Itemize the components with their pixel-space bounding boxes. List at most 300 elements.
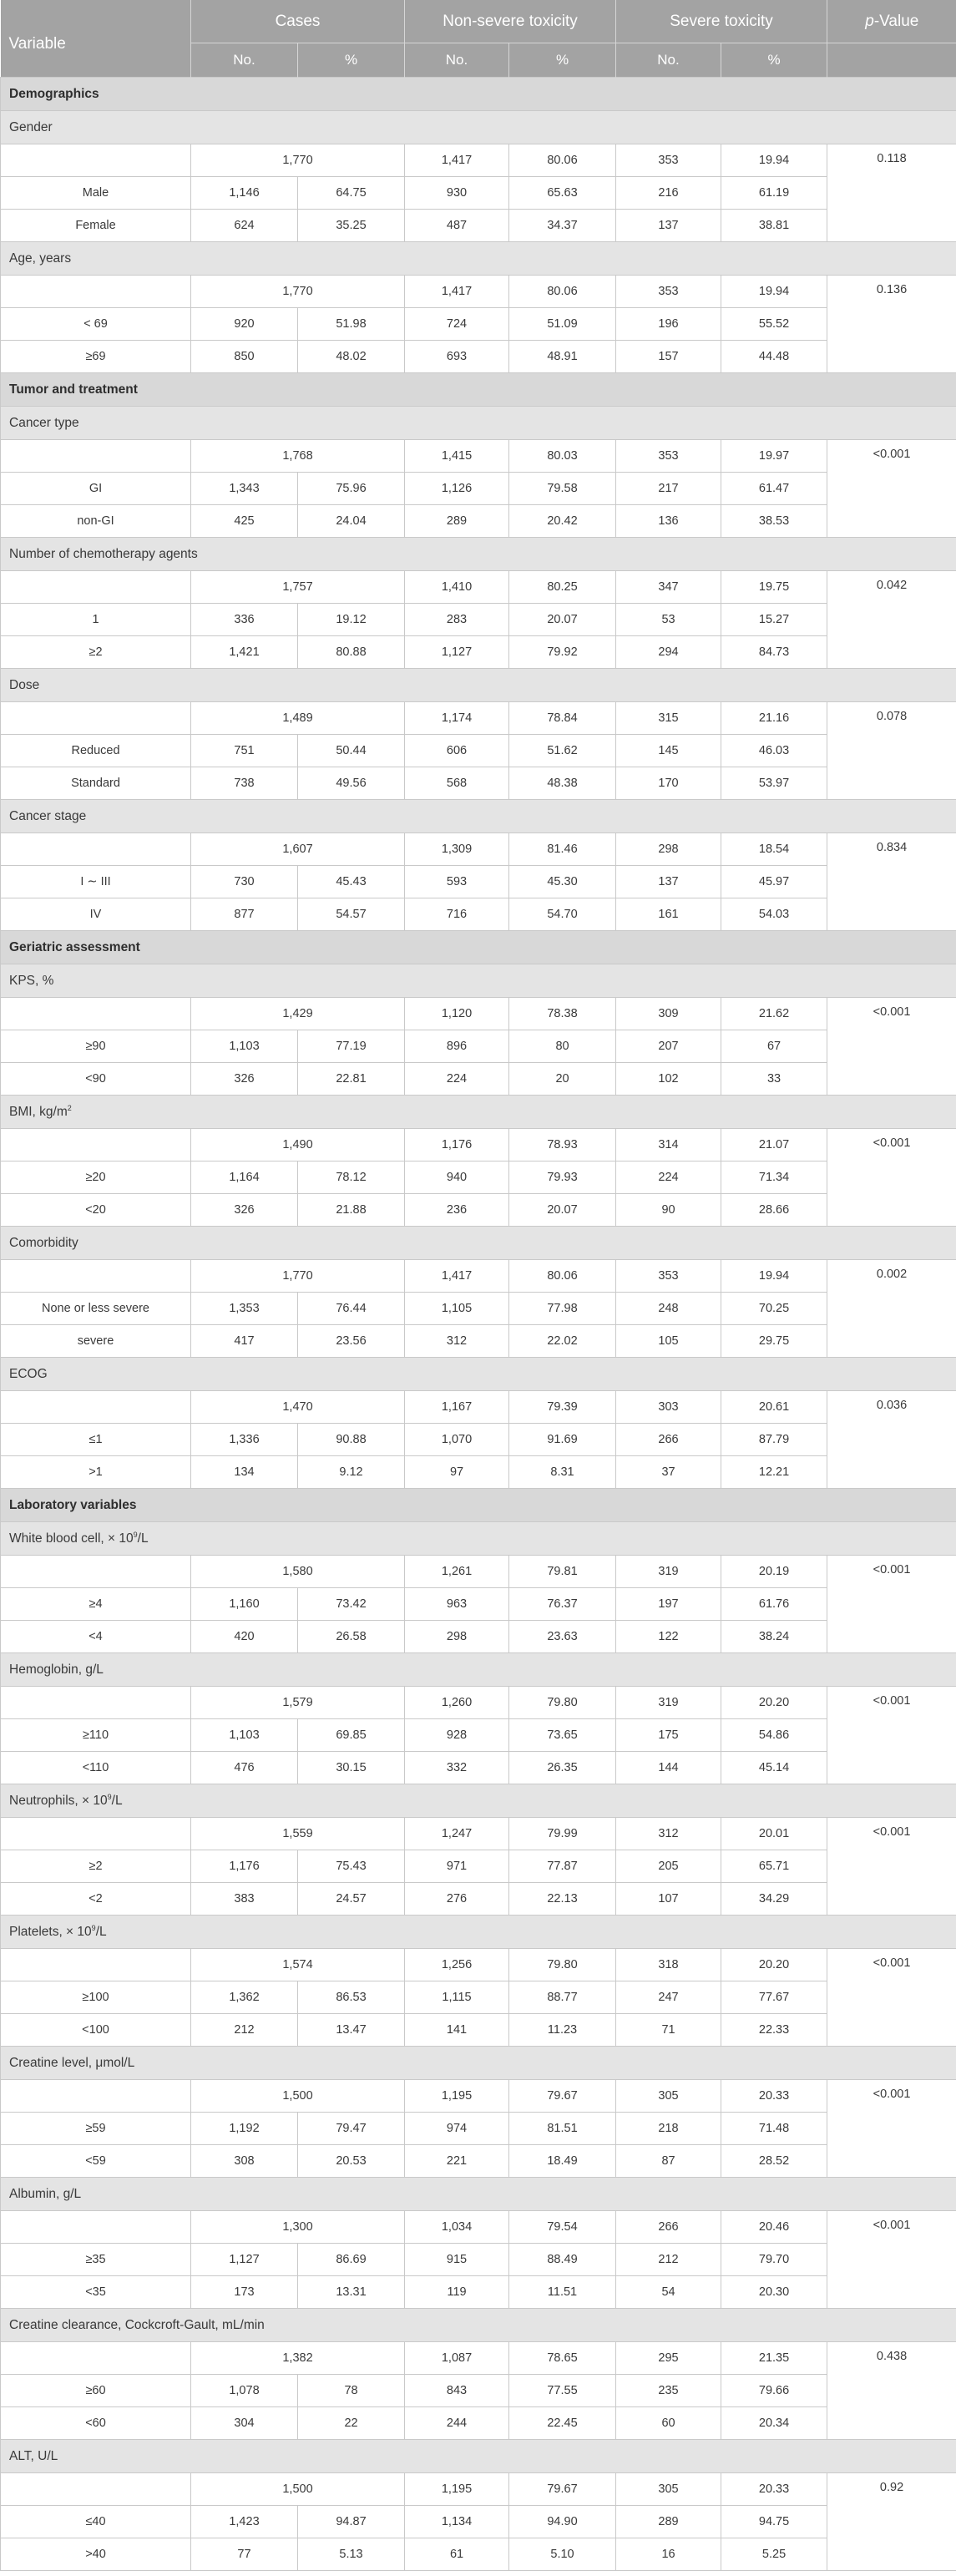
s-pct: 28.52	[721, 2145, 827, 2178]
cases-no: 920	[191, 308, 298, 341]
ns-no: 568	[405, 767, 509, 800]
cases-no: 417	[191, 1325, 298, 1358]
group-label-text: Dose	[9, 677, 40, 692]
total-label	[1, 276, 191, 308]
cases-no: 476	[191, 1752, 298, 1784]
cases-pct: 80.88	[298, 636, 405, 669]
category-label: <100	[1, 2014, 191, 2047]
total-s-no: 312	[616, 1818, 721, 1850]
header-variable: Variable	[1, 0, 191, 78]
total-label	[1, 2342, 191, 2375]
group-label-text: Creatine clearance, Cockcroft-Gault, mL/min	[9, 2317, 265, 2332]
group-label	[1, 1653, 956, 1687]
cases-pct: 13.47	[298, 2014, 405, 2047]
section-row	[1, 931, 956, 964]
cases-no: 877	[191, 898, 298, 931]
s-no: 71	[616, 2014, 721, 2047]
total-label	[1, 998, 191, 1030]
total-ns-no: 1,260	[405, 1687, 509, 1719]
s-pct: 54.03	[721, 898, 827, 931]
total-s-no: 266	[616, 2211, 721, 2244]
group-row	[1, 1916, 956, 1949]
s-no: 205	[616, 1850, 721, 1883]
s-no: 136	[616, 505, 721, 538]
group-label	[1, 800, 956, 833]
group-row	[1, 1227, 956, 1260]
s-no: 122	[616, 1621, 721, 1653]
total-s-pct: 20.46	[721, 2211, 827, 2244]
ns-no: 896	[405, 1030, 509, 1063]
group-label	[1, 1522, 956, 1556]
table-row	[1, 341, 956, 373]
total-row	[1, 1129, 956, 1161]
total-label	[1, 833, 191, 866]
group-row	[1, 111, 956, 144]
total-row	[1, 833, 956, 866]
total-ns-no: 1,256	[405, 1949, 509, 1981]
category-label: <60	[1, 2407, 191, 2440]
total-ns-pct: 78.38	[509, 998, 616, 1030]
table-row	[1, 2375, 956, 2407]
ns-pct: 48.38	[509, 767, 616, 800]
s-no: 54	[616, 2276, 721, 2309]
s-no: 247	[616, 1981, 721, 2014]
cases-pct: 77.19	[298, 1030, 405, 1063]
s-pct: 38.24	[721, 1621, 827, 1653]
group-label-text: ECOG	[9, 1366, 48, 1381]
ns-pct: 11.23	[509, 2014, 616, 2047]
s-pct: 38.81	[721, 210, 827, 242]
s-no: 87	[616, 2145, 721, 2178]
group-label-text: Gender	[9, 119, 53, 134]
total-ns-pct: 79.67	[509, 2473, 616, 2506]
ns-pct: 65.63	[509, 177, 616, 210]
category-label: GI	[1, 473, 191, 505]
table-row	[1, 177, 956, 210]
group-label	[1, 1358, 956, 1391]
s-no: 224	[616, 1161, 721, 1194]
group-label-superscript: 2	[67, 1103, 72, 1112]
s-pct: 79.66	[721, 2375, 827, 2407]
total-s-no: 318	[616, 1949, 721, 1981]
cases-pct: 78	[298, 2375, 405, 2407]
ns-no: 1,127	[405, 636, 509, 669]
total-row	[1, 1556, 956, 1588]
ns-no: 283	[405, 604, 509, 636]
total-s-pct: 19.75	[721, 571, 827, 604]
total-cases: 1,770	[191, 144, 405, 177]
group-label	[1, 1227, 956, 1260]
ns-pct: 18.49	[509, 2145, 616, 2178]
header-p-value	[827, 0, 956, 43]
category-label: severe	[1, 1325, 191, 1358]
cases-pct: 86.53	[298, 1981, 405, 2014]
total-cases: 1,470	[191, 1391, 405, 1424]
total-ns-pct: 80.03	[509, 440, 616, 473]
table-row	[1, 1456, 956, 1489]
ns-pct: 8.31	[509, 1456, 616, 1489]
ns-no: 940	[405, 1161, 509, 1194]
section-title: Geriatric assessment	[1, 931, 956, 964]
cases-no: 624	[191, 210, 298, 242]
p-value: <0.001	[827, 1818, 956, 1916]
total-s-no: 305	[616, 2473, 721, 2506]
total-s-no: 353	[616, 1260, 721, 1293]
ns-pct: 20	[509, 1063, 616, 1096]
total-ns-no: 1,195	[405, 2473, 509, 2506]
s-no: 137	[616, 866, 721, 898]
s-pct: 71.34	[721, 1161, 827, 1194]
s-no: 212	[616, 2244, 721, 2276]
total-ns-no: 1,176	[405, 1129, 509, 1161]
total-s-pct: 20.33	[721, 2080, 827, 2113]
ns-no: 332	[405, 1752, 509, 1784]
p-value: <0.001	[827, 2211, 956, 2309]
ns-no: 141	[405, 2014, 509, 2047]
cases-no: 1,176	[191, 1850, 298, 1883]
total-ns-no: 1,034	[405, 2211, 509, 2244]
cases-pct: 35.25	[298, 210, 405, 242]
ns-no: 716	[405, 898, 509, 931]
total-row	[1, 1687, 956, 1719]
section-title: Laboratory variables	[1, 1489, 956, 1522]
ns-no: 97	[405, 1456, 509, 1489]
total-ns-pct: 79.54	[509, 2211, 616, 2244]
ns-no: 312	[405, 1325, 509, 1358]
group-label	[1, 2047, 956, 2080]
s-no: 53	[616, 604, 721, 636]
total-ns-no: 1,410	[405, 571, 509, 604]
ns-no: 289	[405, 505, 509, 538]
group-label-unit: /L	[137, 1531, 149, 1546]
cases-pct: 5.13	[298, 2538, 405, 2571]
p-value: 0.834	[827, 833, 956, 931]
s-pct: 20.30	[721, 2276, 827, 2309]
total-ns-no: 1,417	[405, 1260, 509, 1293]
s-pct: 77.67	[721, 1981, 827, 2014]
s-no: 294	[616, 636, 721, 669]
s-pct: 45.97	[721, 866, 827, 898]
table-row	[1, 1621, 956, 1653]
table-row	[1, 1161, 956, 1194]
table-row	[1, 2506, 956, 2538]
cases-no: 173	[191, 2276, 298, 2309]
cases-pct: 73.42	[298, 1588, 405, 1621]
cases-pct: 30.15	[298, 1752, 405, 1784]
total-ns-no: 1,087	[405, 2342, 509, 2375]
total-ns-pct: 80.06	[509, 1260, 616, 1293]
ns-no: 487	[405, 210, 509, 242]
p-value: <0.001	[827, 998, 956, 1096]
total-row	[1, 276, 956, 308]
category-label: < 69	[1, 308, 191, 341]
category-label: None or less severe	[1, 1293, 191, 1325]
cases-no: 336	[191, 604, 298, 636]
table-row	[1, 1588, 956, 1621]
s-no: 37	[616, 1456, 721, 1489]
cases-no: 304	[191, 2407, 298, 2440]
s-pct: 61.47	[721, 473, 827, 505]
p-value: 0.042	[827, 571, 956, 669]
ns-no: 930	[405, 177, 509, 210]
total-ns-pct: 78.65	[509, 2342, 616, 2375]
total-row	[1, 2211, 956, 2244]
s-pct: 54.86	[721, 1719, 827, 1752]
s-pct: 71.48	[721, 2113, 827, 2145]
cases-no: 1,336	[191, 1424, 298, 1456]
total-ns-pct: 79.80	[509, 1949, 616, 1981]
cases-pct: 13.31	[298, 2276, 405, 2309]
p-value-rest: -Value	[873, 12, 919, 30]
ns-pct: 77.98	[509, 1293, 616, 1325]
table-row	[1, 604, 956, 636]
ns-pct: 51.62	[509, 735, 616, 767]
total-s-pct: 20.20	[721, 1687, 827, 1719]
total-label	[1, 702, 191, 735]
table-row	[1, 473, 956, 505]
group-row	[1, 669, 956, 702]
s-no: 217	[616, 473, 721, 505]
group-row	[1, 407, 956, 440]
cases-pct: 23.56	[298, 1325, 405, 1358]
cases-no: 77	[191, 2538, 298, 2571]
total-row	[1, 998, 956, 1030]
total-s-pct: 20.33	[721, 2473, 827, 2506]
cases-pct: 79.47	[298, 2113, 405, 2145]
group-row	[1, 2440, 956, 2473]
ns-no: 119	[405, 2276, 509, 2309]
table-row	[1, 1850, 956, 1883]
total-s-no: 315	[616, 702, 721, 735]
s-pct: 28.66	[721, 1194, 827, 1227]
total-s-no: 309	[616, 998, 721, 1030]
ns-pct: 5.10	[509, 2538, 616, 2571]
total-s-no: 303	[616, 1391, 721, 1424]
s-no: 16	[616, 2538, 721, 2571]
ns-pct: 94.90	[509, 2506, 616, 2538]
category-label: I ∼ III	[1, 866, 191, 898]
p-value: 0.036	[827, 1391, 956, 1489]
cases-no: 1,192	[191, 2113, 298, 2145]
cases-no: 850	[191, 341, 298, 373]
table-row	[1, 1424, 956, 1456]
total-row	[1, 702, 956, 735]
total-cases: 1,382	[191, 2342, 405, 2375]
total-label	[1, 1391, 191, 1424]
s-no: 161	[616, 898, 721, 931]
total-ns-pct: 79.67	[509, 2080, 616, 2113]
group-label	[1, 407, 956, 440]
total-s-no: 314	[616, 1129, 721, 1161]
total-cases: 1,300	[191, 2211, 405, 2244]
ns-no: 276	[405, 1883, 509, 1916]
total-cases: 1,429	[191, 998, 405, 1030]
cases-pct: 45.43	[298, 866, 405, 898]
s-no: 235	[616, 2375, 721, 2407]
s-pct: 61.76	[721, 1588, 827, 1621]
cases-pct: 22.81	[298, 1063, 405, 1096]
total-cases: 1,559	[191, 1818, 405, 1850]
category-label: ≥20	[1, 1161, 191, 1194]
category-label: Female	[1, 210, 191, 242]
cases-pct: 54.57	[298, 898, 405, 931]
group-row	[1, 2047, 956, 2080]
s-pct: 70.25	[721, 1293, 827, 1325]
group-row	[1, 2178, 956, 2211]
s-pct: 5.25	[721, 2538, 827, 2571]
category-label: Male	[1, 177, 191, 210]
table-header	[1, 0, 956, 78]
group-label	[1, 2178, 956, 2211]
s-no: 216	[616, 177, 721, 210]
cases-no: 1,078	[191, 2375, 298, 2407]
total-s-no: 305	[616, 2080, 721, 2113]
ns-pct: 23.63	[509, 1621, 616, 1653]
total-cases: 1,607	[191, 833, 405, 866]
total-ns-pct: 80.06	[509, 144, 616, 177]
ns-pct: 77.87	[509, 1850, 616, 1883]
total-s-pct: 20.19	[721, 1556, 827, 1588]
category-label: <20	[1, 1194, 191, 1227]
table-row	[1, 1981, 956, 2014]
total-cases: 1,500	[191, 2473, 405, 2506]
ns-pct: 22.02	[509, 1325, 616, 1358]
section-row	[1, 373, 956, 407]
ns-pct: 54.70	[509, 898, 616, 931]
group-label	[1, 538, 956, 571]
cases-no: 420	[191, 1621, 298, 1653]
table-row	[1, 210, 956, 242]
ns-no: 593	[405, 866, 509, 898]
group-label-text: White blood cell, × 10	[9, 1531, 134, 1546]
ns-no: 1,070	[405, 1424, 509, 1456]
total-s-pct: 21.07	[721, 1129, 827, 1161]
total-s-pct: 21.16	[721, 702, 827, 735]
section-row	[1, 1489, 956, 1522]
ns-no: 236	[405, 1194, 509, 1227]
header-ns-no: No.	[405, 43, 509, 78]
category-label: ≥35	[1, 2244, 191, 2276]
total-s-pct: 19.97	[721, 440, 827, 473]
ns-pct: 77.55	[509, 2375, 616, 2407]
header-cases: Cases	[191, 0, 405, 43]
ns-pct: 22.45	[509, 2407, 616, 2440]
group-row	[1, 1096, 956, 1129]
table-row	[1, 2276, 956, 2309]
total-s-no: 295	[616, 2342, 721, 2375]
cases-no: 326	[191, 1194, 298, 1227]
cases-pct: 51.98	[298, 308, 405, 341]
category-label: >40	[1, 2538, 191, 2571]
table-row	[1, 2538, 956, 2571]
category-label: non-GI	[1, 505, 191, 538]
p-value: <0.001	[827, 1687, 956, 1784]
category-label: ≥110	[1, 1719, 191, 1752]
p-value: <0.001	[827, 1556, 956, 1653]
group-row	[1, 538, 956, 571]
cases-pct: 78.12	[298, 1161, 405, 1194]
cases-pct: 20.53	[298, 2145, 405, 2178]
ns-pct: 81.51	[509, 2113, 616, 2145]
group-row	[1, 2309, 956, 2342]
table-row	[1, 1194, 956, 1227]
group-label-superscript: 9	[133, 1530, 138, 1539]
total-row	[1, 571, 956, 604]
p-value: 0.002	[827, 1260, 956, 1358]
table-row	[1, 2244, 956, 2276]
s-no: 137	[616, 210, 721, 242]
ns-pct: 34.37	[509, 210, 616, 242]
ns-no: 1,115	[405, 1981, 509, 2014]
p-value: <0.001	[827, 440, 956, 538]
group-label-text: Hemoglobin, g/L	[9, 1662, 104, 1677]
ns-pct: 73.65	[509, 1719, 616, 1752]
s-pct: 29.75	[721, 1325, 827, 1358]
s-pct: 20.34	[721, 2407, 827, 2440]
category-label: ≥2	[1, 636, 191, 669]
table-row	[1, 1719, 956, 1752]
p-value: <0.001	[827, 1129, 956, 1227]
cases-pct: 75.43	[298, 1850, 405, 1883]
cases-pct: 90.88	[298, 1424, 405, 1456]
group-label-text: Neutrophils, × 10	[9, 1793, 108, 1808]
group-row	[1, 800, 956, 833]
ns-pct: 88.77	[509, 1981, 616, 2014]
total-s-pct: 21.35	[721, 2342, 827, 2375]
s-no: 144	[616, 1752, 721, 1784]
group-label	[1, 2440, 956, 2473]
total-label	[1, 1556, 191, 1588]
s-pct: 55.52	[721, 308, 827, 341]
total-cases: 1,580	[191, 1556, 405, 1588]
total-row	[1, 440, 956, 473]
s-pct: 65.71	[721, 1850, 827, 1883]
category-label: <110	[1, 1752, 191, 1784]
s-no: 289	[616, 2506, 721, 2538]
cases-pct: 69.85	[298, 1719, 405, 1752]
ns-no: 1,134	[405, 2506, 509, 2538]
group-label-unit: /L	[111, 1793, 123, 1808]
total-label	[1, 1949, 191, 1981]
s-pct: 67	[721, 1030, 827, 1063]
total-s-no: 319	[616, 1687, 721, 1719]
category-label: ≥100	[1, 1981, 191, 2014]
header-s-no: No.	[616, 43, 721, 78]
table-row	[1, 866, 956, 898]
ns-no: 221	[405, 2145, 509, 2178]
group-label-unit: /L	[95, 1924, 107, 1939]
total-row	[1, 2342, 956, 2375]
ns-pct: 79.92	[509, 636, 616, 669]
ns-pct: 79.58	[509, 473, 616, 505]
cases-no: 738	[191, 767, 298, 800]
section-title: Tumor and treatment	[1, 373, 956, 407]
s-pct: 15.27	[721, 604, 827, 636]
cases-pct: 64.75	[298, 177, 405, 210]
total-row	[1, 1949, 956, 1981]
total-s-pct: 19.94	[721, 1260, 827, 1293]
ns-no: 928	[405, 1719, 509, 1752]
table-body	[1, 78, 956, 2571]
category-label: ≥60	[1, 2375, 191, 2407]
total-label	[1, 1260, 191, 1293]
group-row	[1, 242, 956, 276]
total-cases: 1,768	[191, 440, 405, 473]
group-label	[1, 669, 956, 702]
table-row	[1, 636, 956, 669]
header-non-severe: Non-severe toxicity	[405, 0, 616, 43]
cases-no: 1,160	[191, 1588, 298, 1621]
